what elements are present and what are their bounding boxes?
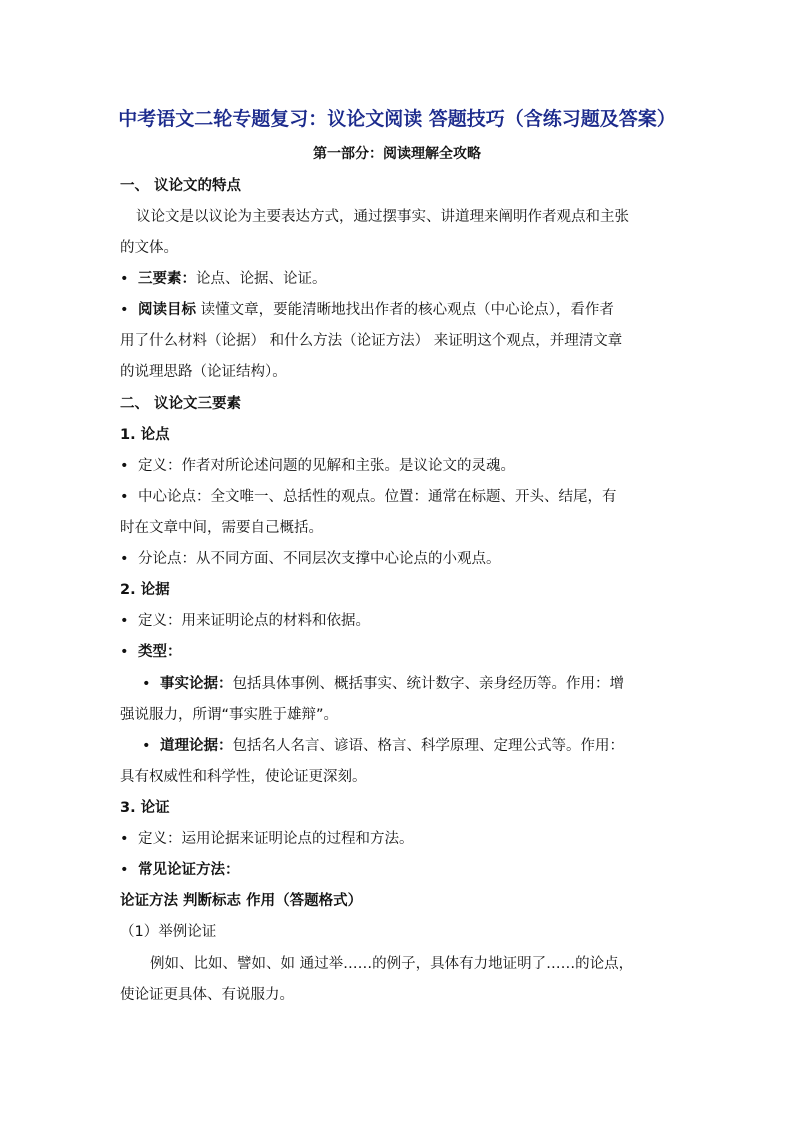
label-reading-goal: 阅读目标 [138,302,196,318]
list-item-common-methods [120,860,680,880]
text-factual-evidence-2: 强说服力，所谓“事实胜于雄辩”。 [120,707,339,723]
text-reasoning-evidence-1: 包括名人名言、谚语、格言、科学原理、定理公式等。作用： [232,738,624,754]
label-three-elements: 三要素： [138,271,196,287]
list-item-evidence-definition [120,611,680,631]
text-reasoning-evidence-2: 具有权威性和科学性，使论证更深刻。 [120,769,367,785]
subheading-thesis: 1. 论点 [120,427,170,443]
bullet-icon: • [120,551,129,567]
methods-table-header: 论证方法 判断标志 作用（答题格式） [120,893,363,909]
section-heading-features: 一、 议论文的特点 [120,178,242,194]
list-item-three-elements [120,269,680,289]
bullet-icon: • [142,676,151,692]
subheading-argumentation: 3. 论证 [120,800,170,816]
method-example-text-1: 例如、比如、譬如、如 通过举……的例子，具体有力地证明了……的论点， [150,956,634,972]
list-item-sub-thesis [120,549,680,569]
list-item-thesis-definition [120,456,680,476]
list-item-factual-evidence [120,674,702,694]
bullet-icon: • [120,458,129,474]
text-reading-goal-1: 读懂文章，要能清晰地找出作者的核心观点（中心论点），看作者 [196,302,614,318]
text-argumentation-definition: 定义：运用论据来证明论点的过程和方法。 [138,831,414,847]
label-common-methods: 常见论证方法： [138,862,240,878]
bullet-icon: • [120,644,129,660]
text-factual-evidence-1: 包括具体事例、概括事实、统计数字、亲身经历等。作用：增 [232,676,624,692]
subheading-evidence: 2. 论据 [120,582,170,598]
method-example-text-2: 使论证更具体、有说服力。 [120,987,294,1003]
text-evidence-definition: 定义：用来证明论点的材料和依据。 [138,613,370,629]
bullet-icon: • [120,831,129,847]
bullet-icon: • [120,271,129,287]
label-reasoning-evidence: 道理论据： [160,738,233,754]
list-item-central-thesis [120,487,680,507]
list-item-reading-goal [120,300,680,320]
bullet-icon: • [120,489,129,505]
text-reading-goal-3: 的说理思路（论证结构）。 [120,364,287,380]
bullet-icon: • [120,862,129,878]
paragraph-intro-line-1: 议论文是以议论为主要表达方式，通过摆事实、讲道理来阐明作者观点和主张 [136,209,629,225]
text-central-thesis-2: 时在文章中间，需要自己概括。 [120,520,323,536]
text-thesis-definition: 定义：作者对所论述问题的见解和主张。是议论文的灵魂。 [138,458,515,474]
document-title: 中考语文二轮专题复习：议论文阅读 答题技巧（含练习题及答案） [118,108,676,130]
paragraph-intro-line-2: 的文体。 [120,240,178,256]
text-central-thesis-1: 中心论点：全文唯一、总括性的观点。位置：通常在标题、开头、结尾，有 [138,489,617,505]
text-three-elements: 论点、论据、论证。 [196,271,327,287]
label-evidence-types: 类型： [138,644,182,660]
text-sub-thesis: 分论点：从不同方面、不同层次支撑中心论点的小观点。 [138,551,501,567]
list-item-evidence-types [120,642,680,662]
list-item-reasoning-evidence [120,736,702,756]
document-subtitle: 第一部分：阅读理解全攻略 [313,146,481,162]
text-reading-goal-2: 用了什么材料（论据） 和什么方法（论证方法） 来证明这个观点，并理清文章 [120,333,623,349]
bullet-icon: • [142,738,151,754]
label-factual-evidence: 事实论据： [160,676,233,692]
method-example-name: （1）举例论证 [120,924,217,940]
bullet-icon: • [120,613,129,629]
list-item-argumentation-definition [120,829,680,849]
bullet-icon: • [120,302,129,318]
section-heading-three-elements: 二、 议论文三要素 [120,396,242,412]
